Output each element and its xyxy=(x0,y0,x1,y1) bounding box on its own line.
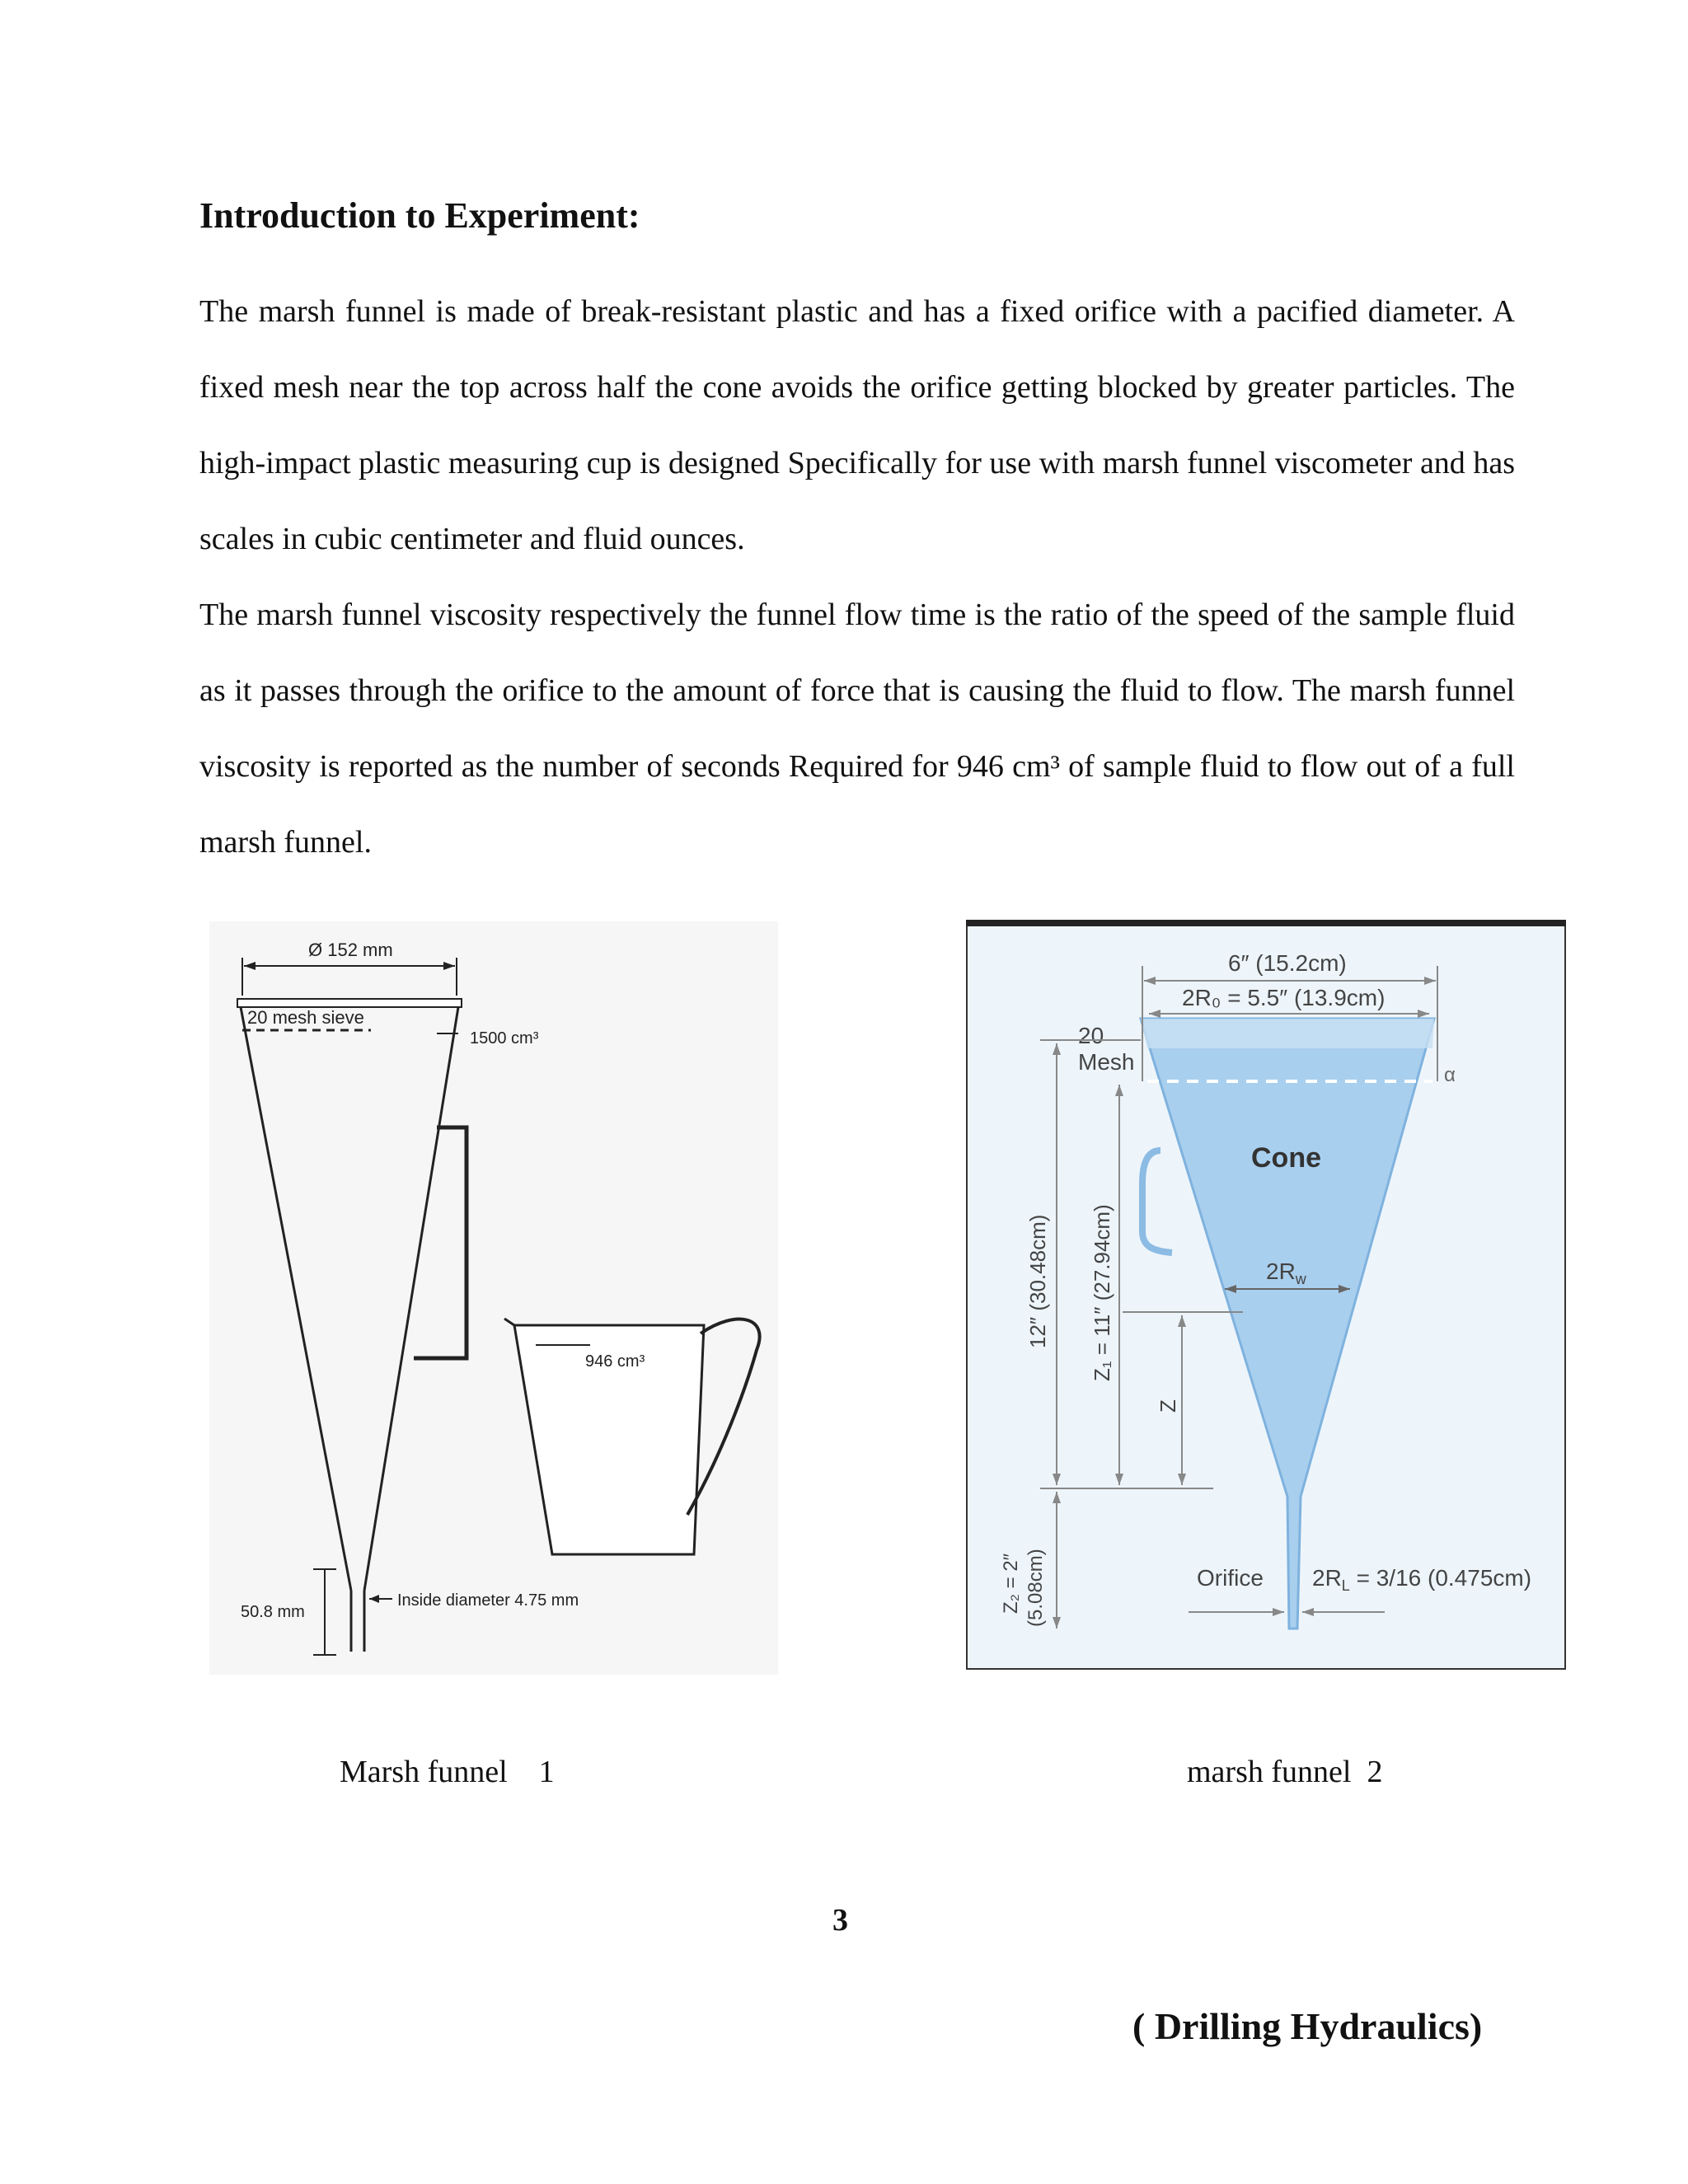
tube-length-label: 50.8 mm xyxy=(241,1603,305,1621)
alpha-label: α xyxy=(1444,1064,1456,1086)
z2-label-line2: (5.08cm) xyxy=(1025,1549,1047,1627)
figure-2-top-bar xyxy=(966,920,1566,926)
figure-marsh-funnel-1 xyxy=(209,921,778,1675)
page-number: 3 xyxy=(832,1903,848,1938)
cone-label: Cone xyxy=(1251,1142,1321,1174)
r0-label: 2R₀ = 5.5″ (13.9cm) xyxy=(1182,985,1386,1010)
rl-label: $2R_L = 3/16$ (0.475cm) xyxy=(1312,1565,1532,1594)
z-label: Z xyxy=(1156,1399,1180,1413)
diameter-label: Ø 152 mm xyxy=(308,940,393,960)
paragraph-1: The marsh funnel is made of break-resistant plastic and has a fixed orifice with a pacified diameter. A fixed mesh near the top across half the cone avoids the orifice getting blocked by greater particles. The high-impact plastic measuring cup is designed Specifically for use with marsh funnel viscometer and has scales in cubic centimeter and fluid ounces. xyxy=(199,294,1515,556)
z1-label: Z₁ = 11″ (27.94cm) xyxy=(1090,1204,1114,1381)
top-width-label: 6″ (15.2cm) xyxy=(1228,950,1347,976)
section-heading: Introduction to Experiment: xyxy=(199,195,640,236)
funnel-rim xyxy=(237,999,462,1007)
orifice-label: Orifice xyxy=(1197,1565,1264,1591)
cup-volume-label: 946 cm³ xyxy=(585,1352,645,1371)
footer-title: ( Drilling Hydraulics) xyxy=(1132,2005,1483,2047)
sieve-label: 20 mesh sieve xyxy=(247,1007,364,1028)
figure-1-caption: Marsh funnel 1 xyxy=(340,1755,555,1789)
inside-diameter-label: Inside diameter 4.75 mm xyxy=(397,1591,579,1610)
paragraph-2: The marsh funnel viscosity respectively the funnel flow time is the ratio of the speed of the sample fluid as it passes through the orifice to the amount of force that is causing the fluid to flow. The marsh funnel viscosity is reported as the number of seconds Required for 946 cm³ of sample fluid to flow out of a full marsh funnel. xyxy=(199,598,1515,860)
figure-marsh-funnel-2 xyxy=(966,920,1566,1670)
mesh-label-number: 20 xyxy=(1078,1023,1104,1048)
figure-2-caption: marsh funnel 2 xyxy=(1187,1755,1383,1789)
total-height-label: 12″ (30.48cm) xyxy=(1025,1214,1050,1348)
mesh-label-text: Mesh xyxy=(1078,1049,1135,1075)
z2-label-line1: Z₂ = 2″ xyxy=(1000,1553,1022,1614)
rw-label: $2R_w$ xyxy=(1266,1258,1306,1287)
funnel-volume-label: 1500 cm³ xyxy=(470,1029,539,1047)
